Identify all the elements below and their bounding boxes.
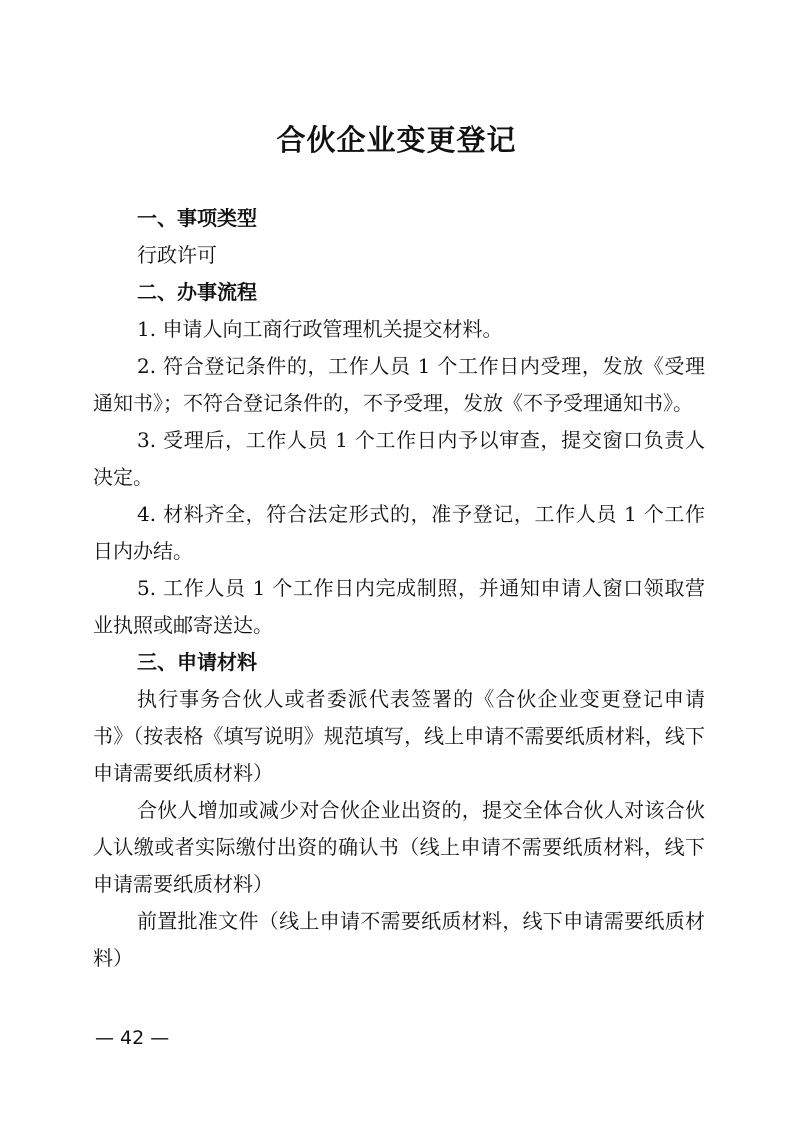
page-number: — 42 — [95, 1027, 170, 1049]
section-heading-type: 一、事项类型 [137, 206, 257, 230]
material-item: 执行事务合伙人或者委派代表签署的《合伙企业变更登记申请书》（按表格《填写说明》规范填写，线上申请不需要纸质材料，线下申请需要纸质材料） [93, 687, 705, 785]
section-heading-process: 二、办事流程 [137, 280, 257, 304]
page-title: 合伙企业变更登记 [276, 123, 517, 157]
type-content: 行政许可 [137, 243, 217, 267]
process-step: 5. 工作人员 1 个工作日内完成制照，并通知申请人窗口领取营业执照或邮寄送达。 [93, 576, 705, 637]
section-heading-materials: 三、申请材料 [137, 650, 257, 674]
document-body [93, 200, 705, 977]
material-item: 前置批准文件（线上申请不需要纸质材料，线下申请需要纸质材料） [93, 909, 705, 970]
process-step: 4. 材料齐全，符合法定形式的，准予登记，工作人员 1 个工作日内办结。 [93, 502, 705, 563]
process-step: 1. 申请人向工商行政管理机关提交材料。 [137, 317, 503, 341]
process-step: 3. 受理后，工作人员 1 个工作日内予以审查，提交窗口负责人决定。 [93, 428, 705, 489]
process-step: 2. 符合登记条件的，工作人员 1 个工作日内受理，发放《受理通知书》；不符合登记条件的，不予受理，发放《不予受理通知书》。 [93, 354, 705, 415]
material-item: 合伙人增加或减少对合伙企业出资的，提交全体合伙人对该合伙人认缴或者实际缴付出资的确认书（线上申请不需要纸质材料，线下申请需要纸质材料） [93, 798, 705, 896]
